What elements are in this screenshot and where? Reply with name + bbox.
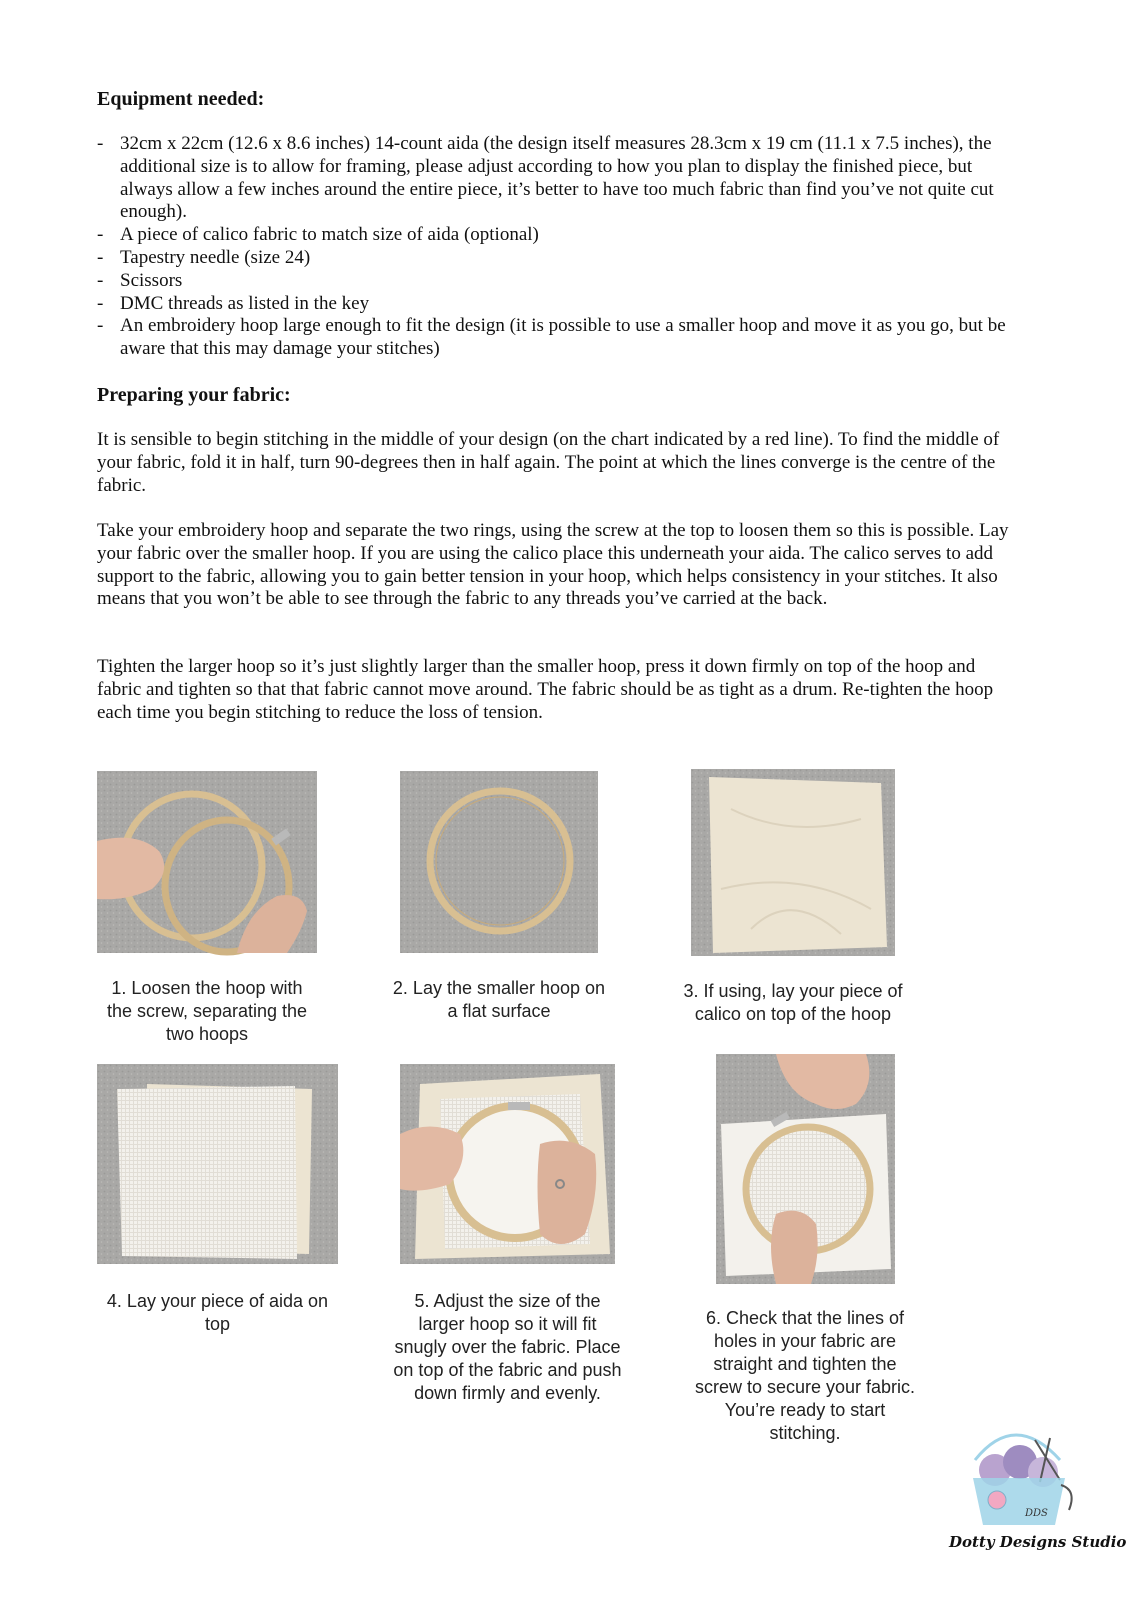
step-caption-5: 5. Adjust the size of the larger hoop so it will fit snugly over the fabric. Place on top of the fabric and push down firmly and evenly. [393,1291,622,1403]
equipment-list [97,133,1012,361]
photo-aida [97,1064,338,1264]
equipment-heading: Equipment needed: [97,88,265,110]
list-item: - 32cm x 22cm (12.6 x 8.6 inches) 14-count aida (the design itself measures 28.3cm x 19 cm (11.1 x 7.5 inches), the additional size is to allow for framing, please adjust according to how you plan to display the finished piece, but always allow a few inches around the entire piece, it’s better to have too much fabric than find you’ve not quite cut enough). [97,133,994,223]
photo-loosen-hoop [97,771,317,953]
step-caption-1: 1. Loosen the hoop with the screw, separating the two hoops [106,978,308,1044]
paragraph-tighten: Tighten the larger hoop so it’s just slightly larger than the smaller hoop, press it down firmly on top of the hoop and fabric and tighten so that that fabric cannot move around. The fabric should be as tight as a drum. Re-tighten the hoop each time you begin stitching to reduce the loss of tension. [97,656,994,723]
list-item: - A piece of calico fabric to match size of aida (optional) [97,224,539,246]
photo-ready-hoop [716,1054,895,1284]
step-caption-4: 4. Lay your piece of aida on top [106,1291,329,1334]
photo-smaller-hoop [400,771,598,953]
photo-calico [691,769,895,956]
photo-adjust-hoop [400,1064,615,1264]
step-caption-6: 6. Check that the lines of holes in your fabric are straight and tighten the screw to secure your fabric. You’re ready to start stitching. [694,1308,916,1443]
paragraph-centre: It is sensible to begin stitching in the middle of your design (on the chart indicated by a red line). To find the middle of your fabric, fold it in half, turn 90-degrees then in half again. The point at which the lines converge is the centre of the fabric. [97,429,1000,496]
logo-initials: DDS [1025,1508,1048,1519]
dotty-designs-logo [949,1420,1127,1580]
paragraph-hoop: Take your embroidery hoop and separate the two rings, using the screw at the top to loosen them so this is possible. Lay your fabric over the smaller hoop. If you are using the calico place this underneath your aida. The calico serves to add support to the fabric, allowing you to gain better tension in your hoop, which helps consistency in your stitches. It also means that you won’t be able to see through the fabric to any threads you’ve carried at the back. [97,520,1009,610]
step-caption-2: 2. Lay the smaller hoop on a flat surface [392,978,606,1021]
list-item: - Scissors [97,269,183,291]
list-item: - Tapestry needle (size 24) [97,246,311,268]
list-item: - An embroidery hoop large enough to fit the design (it is possible to use a smaller hoop and move it as you go, but be aware that this may damage your stitches) [97,315,1006,360]
step-caption-3: 3. If using, lay your piece of calico on top of the hoop [683,981,903,1024]
list-item: - DMC threads as listed in the key [97,292,370,314]
preparing-heading: Preparing your fabric: [97,384,291,406]
logo-name: Dotty Designs Studio [949,1533,1127,1551]
